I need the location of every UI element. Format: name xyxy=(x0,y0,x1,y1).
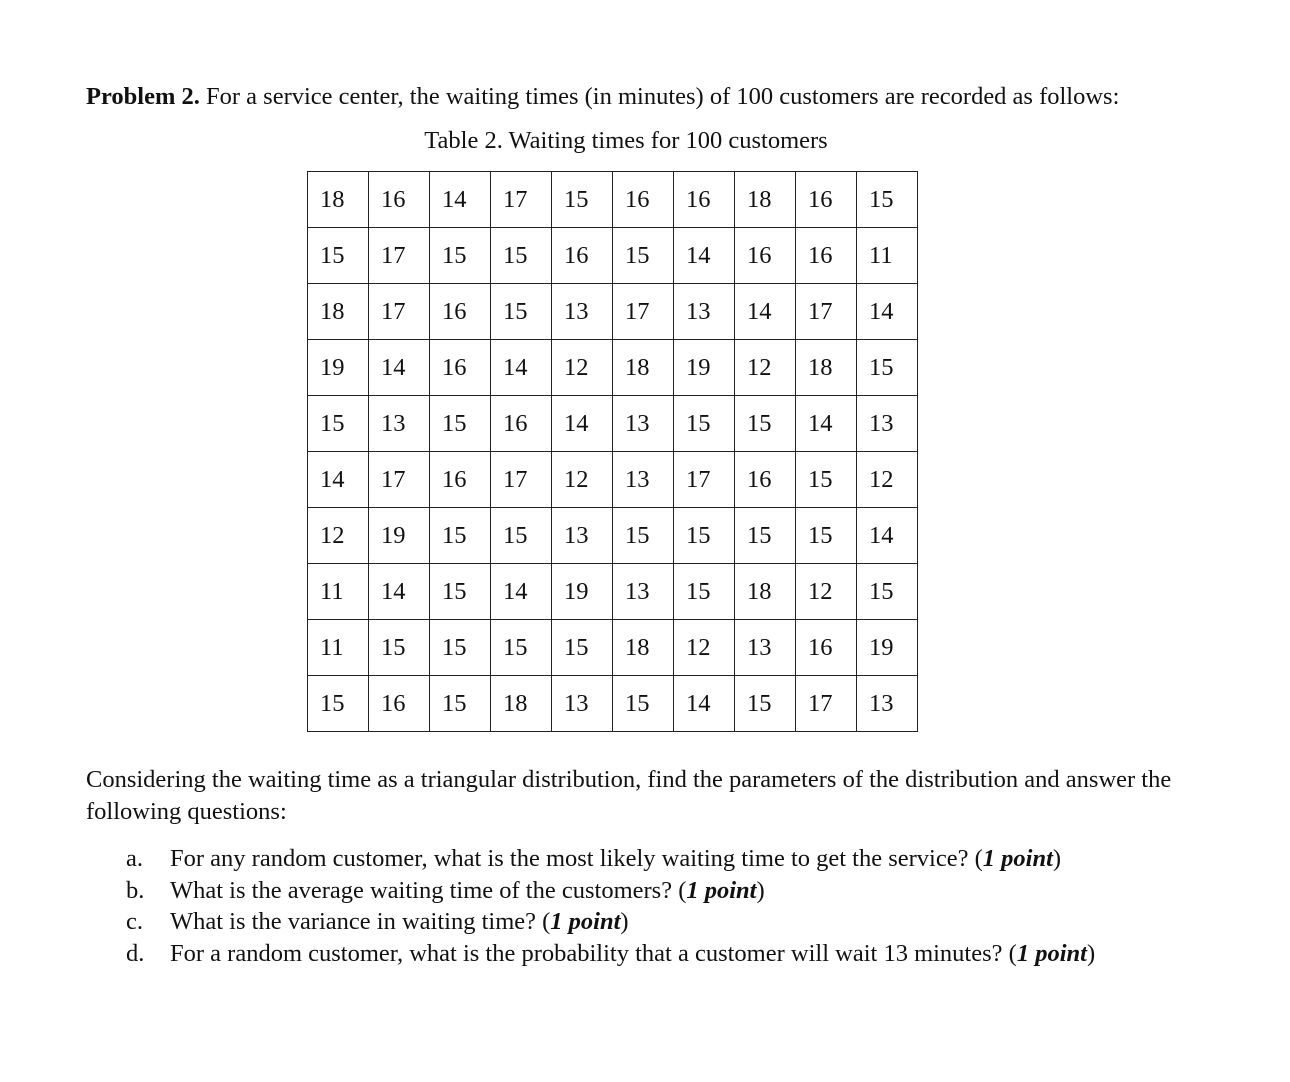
table-cell: 15 xyxy=(491,508,552,564)
table-cell: 18 xyxy=(308,284,369,340)
table-cell: 13 xyxy=(552,284,613,340)
table-row xyxy=(308,172,918,228)
intro-paragraph: Considering the waiting time as a triangular distribution, find the parameters of the distribution and answer the following questions: xyxy=(86,766,1172,825)
table-cell: 14 xyxy=(369,564,430,620)
table-row xyxy=(308,508,918,564)
table-cell: 12 xyxy=(674,620,735,676)
table-cell: 15 xyxy=(369,620,430,676)
table-cell: 15 xyxy=(430,676,491,732)
table-cell: 14 xyxy=(430,172,491,228)
question-text: For a random customer, what is the probability that a customer will wait 13 minutes? ( xyxy=(170,939,1017,967)
question-marker: d. xyxy=(126,939,145,967)
table-cell: 15 xyxy=(491,620,552,676)
table-cell: 17 xyxy=(491,452,552,508)
table-row xyxy=(308,452,918,508)
table-cell: 18 xyxy=(308,172,369,228)
table-cell: 14 xyxy=(674,676,735,732)
table-cell: 15 xyxy=(308,676,369,732)
table-cell: 17 xyxy=(369,284,430,340)
table-cell: 13 xyxy=(857,396,918,452)
question-marker: a. xyxy=(126,845,143,872)
table-cell: 18 xyxy=(491,676,552,732)
question-close: ) xyxy=(1052,845,1062,872)
table-row xyxy=(308,340,918,396)
question-points: 1 point xyxy=(1016,939,1087,967)
table-cell: 17 xyxy=(796,676,857,732)
table-cell: 15 xyxy=(552,620,613,676)
table-cell: 14 xyxy=(796,396,857,452)
problem-label: Problem 2. xyxy=(86,83,200,110)
table-cell: 16 xyxy=(796,228,857,284)
table-cell: 14 xyxy=(857,284,918,340)
table-cell: 15 xyxy=(796,452,857,508)
table-cell: 19 xyxy=(857,620,918,676)
question-item-a xyxy=(122,843,1095,875)
table-cell: 12 xyxy=(552,452,613,508)
table-cell: 15 xyxy=(857,564,918,620)
table-cell: 19 xyxy=(308,340,369,396)
table-cell: 13 xyxy=(552,676,613,732)
table-row xyxy=(308,228,918,284)
table-cell: 16 xyxy=(735,228,796,284)
table-cell: 17 xyxy=(674,452,735,508)
question-points: 1 point xyxy=(686,876,757,904)
table-cell: 12 xyxy=(552,340,613,396)
table-cell: 17 xyxy=(491,172,552,228)
table-cell: 11 xyxy=(308,564,369,620)
table-cell: 16 xyxy=(430,284,491,340)
table-cell: 15 xyxy=(613,508,674,564)
table-cell: 15 xyxy=(674,564,735,620)
table-cell: 16 xyxy=(796,620,857,676)
table-cell: 18 xyxy=(735,172,796,228)
table-cell: 15 xyxy=(491,284,552,340)
table-cell: 11 xyxy=(857,228,918,284)
question-points: 1 point xyxy=(982,845,1053,872)
table-cell: 15 xyxy=(308,396,369,452)
table-cell: 14 xyxy=(674,228,735,284)
question-close: ) xyxy=(756,876,765,904)
question-close: ) xyxy=(620,908,629,935)
waiting-times-table xyxy=(307,171,918,732)
table-cell: 17 xyxy=(369,228,430,284)
table-row xyxy=(308,284,918,340)
table-cell: 15 xyxy=(613,676,674,732)
table-cell: 15 xyxy=(430,508,491,564)
question-points: 1 point xyxy=(550,908,621,935)
table-row xyxy=(308,676,918,732)
table-cell: 16 xyxy=(552,228,613,284)
table-cell: 15 xyxy=(491,228,552,284)
table-cell: 18 xyxy=(735,564,796,620)
table-cell: 15 xyxy=(308,228,369,284)
table-cell: 15 xyxy=(735,676,796,732)
table-cell: 12 xyxy=(308,508,369,564)
table-caption: Table 2. Waiting times for 100 customers xyxy=(424,127,828,154)
question-text: What is the average waiting time of the customers? ( xyxy=(170,876,687,904)
table-cell: 15 xyxy=(430,228,491,284)
table-cell: 12 xyxy=(796,564,857,620)
table-cell: 15 xyxy=(552,172,613,228)
table-cell: 16 xyxy=(369,676,430,732)
table-cell: 15 xyxy=(674,396,735,452)
table-cell: 14 xyxy=(491,340,552,396)
table-cell: 15 xyxy=(857,172,918,228)
table-cell: 14 xyxy=(308,452,369,508)
table-cell: 18 xyxy=(796,340,857,396)
table-cell: 15 xyxy=(674,508,735,564)
question-item-c xyxy=(122,906,1095,938)
table-cell: 13 xyxy=(613,396,674,452)
table-cell: 12 xyxy=(857,452,918,508)
question-close: ) xyxy=(1086,939,1096,967)
table-cell: 19 xyxy=(369,508,430,564)
table-cell: 14 xyxy=(857,508,918,564)
table-cell: 14 xyxy=(369,340,430,396)
table-cell: 13 xyxy=(613,564,674,620)
table-cell: 15 xyxy=(796,508,857,564)
table-cell: 15 xyxy=(430,620,491,676)
table-cell: 17 xyxy=(796,284,857,340)
table-cell: 13 xyxy=(674,284,735,340)
table-cell: 16 xyxy=(430,340,491,396)
table-cell: 15 xyxy=(857,340,918,396)
table-cell: 14 xyxy=(735,284,796,340)
table-cell: 13 xyxy=(552,508,613,564)
table-cell: 17 xyxy=(613,284,674,340)
table-cell: 13 xyxy=(369,396,430,452)
table-cell: 15 xyxy=(735,396,796,452)
table-cell: 18 xyxy=(613,340,674,396)
question-marker: b. xyxy=(126,876,145,904)
question-text: What is the variance in waiting time? ( xyxy=(170,908,551,935)
table-cell: 15 xyxy=(735,508,796,564)
table-cell: 16 xyxy=(735,452,796,508)
question-item-d xyxy=(122,938,1095,970)
table-cell: 16 xyxy=(796,172,857,228)
problem-text: For a service center, the waiting times (in minutes) of 100 customers are recorded as follows: xyxy=(206,83,1120,110)
table-cell: 19 xyxy=(552,564,613,620)
problem-statement xyxy=(86,80,1119,114)
table-cell: 14 xyxy=(491,564,552,620)
table-cell: 13 xyxy=(735,620,796,676)
table-cell: 16 xyxy=(491,396,552,452)
question-marker: c. xyxy=(126,908,143,935)
table-cell: 17 xyxy=(369,452,430,508)
table-cell: 16 xyxy=(613,172,674,228)
table-row xyxy=(308,564,918,620)
table-cell: 13 xyxy=(857,676,918,732)
table-cell: 15 xyxy=(430,564,491,620)
table-row xyxy=(308,396,918,452)
table-cell: 13 xyxy=(613,452,674,508)
table-cell: 15 xyxy=(430,396,491,452)
table-cell: 16 xyxy=(674,172,735,228)
table-cell: 18 xyxy=(613,620,674,676)
question-text: For any random customer, what is the most likely waiting time to get the service? ( xyxy=(170,845,983,872)
table-cell: 16 xyxy=(430,452,491,508)
table-cell: 14 xyxy=(552,396,613,452)
table-cell: 12 xyxy=(735,340,796,396)
table-cell: 16 xyxy=(369,172,430,228)
table-row xyxy=(308,620,918,676)
table-cell: 15 xyxy=(613,228,674,284)
question-item-b xyxy=(122,875,1095,907)
question-list xyxy=(122,843,1095,969)
table-cell: 19 xyxy=(674,340,735,396)
table-cell: 11 xyxy=(308,620,369,676)
